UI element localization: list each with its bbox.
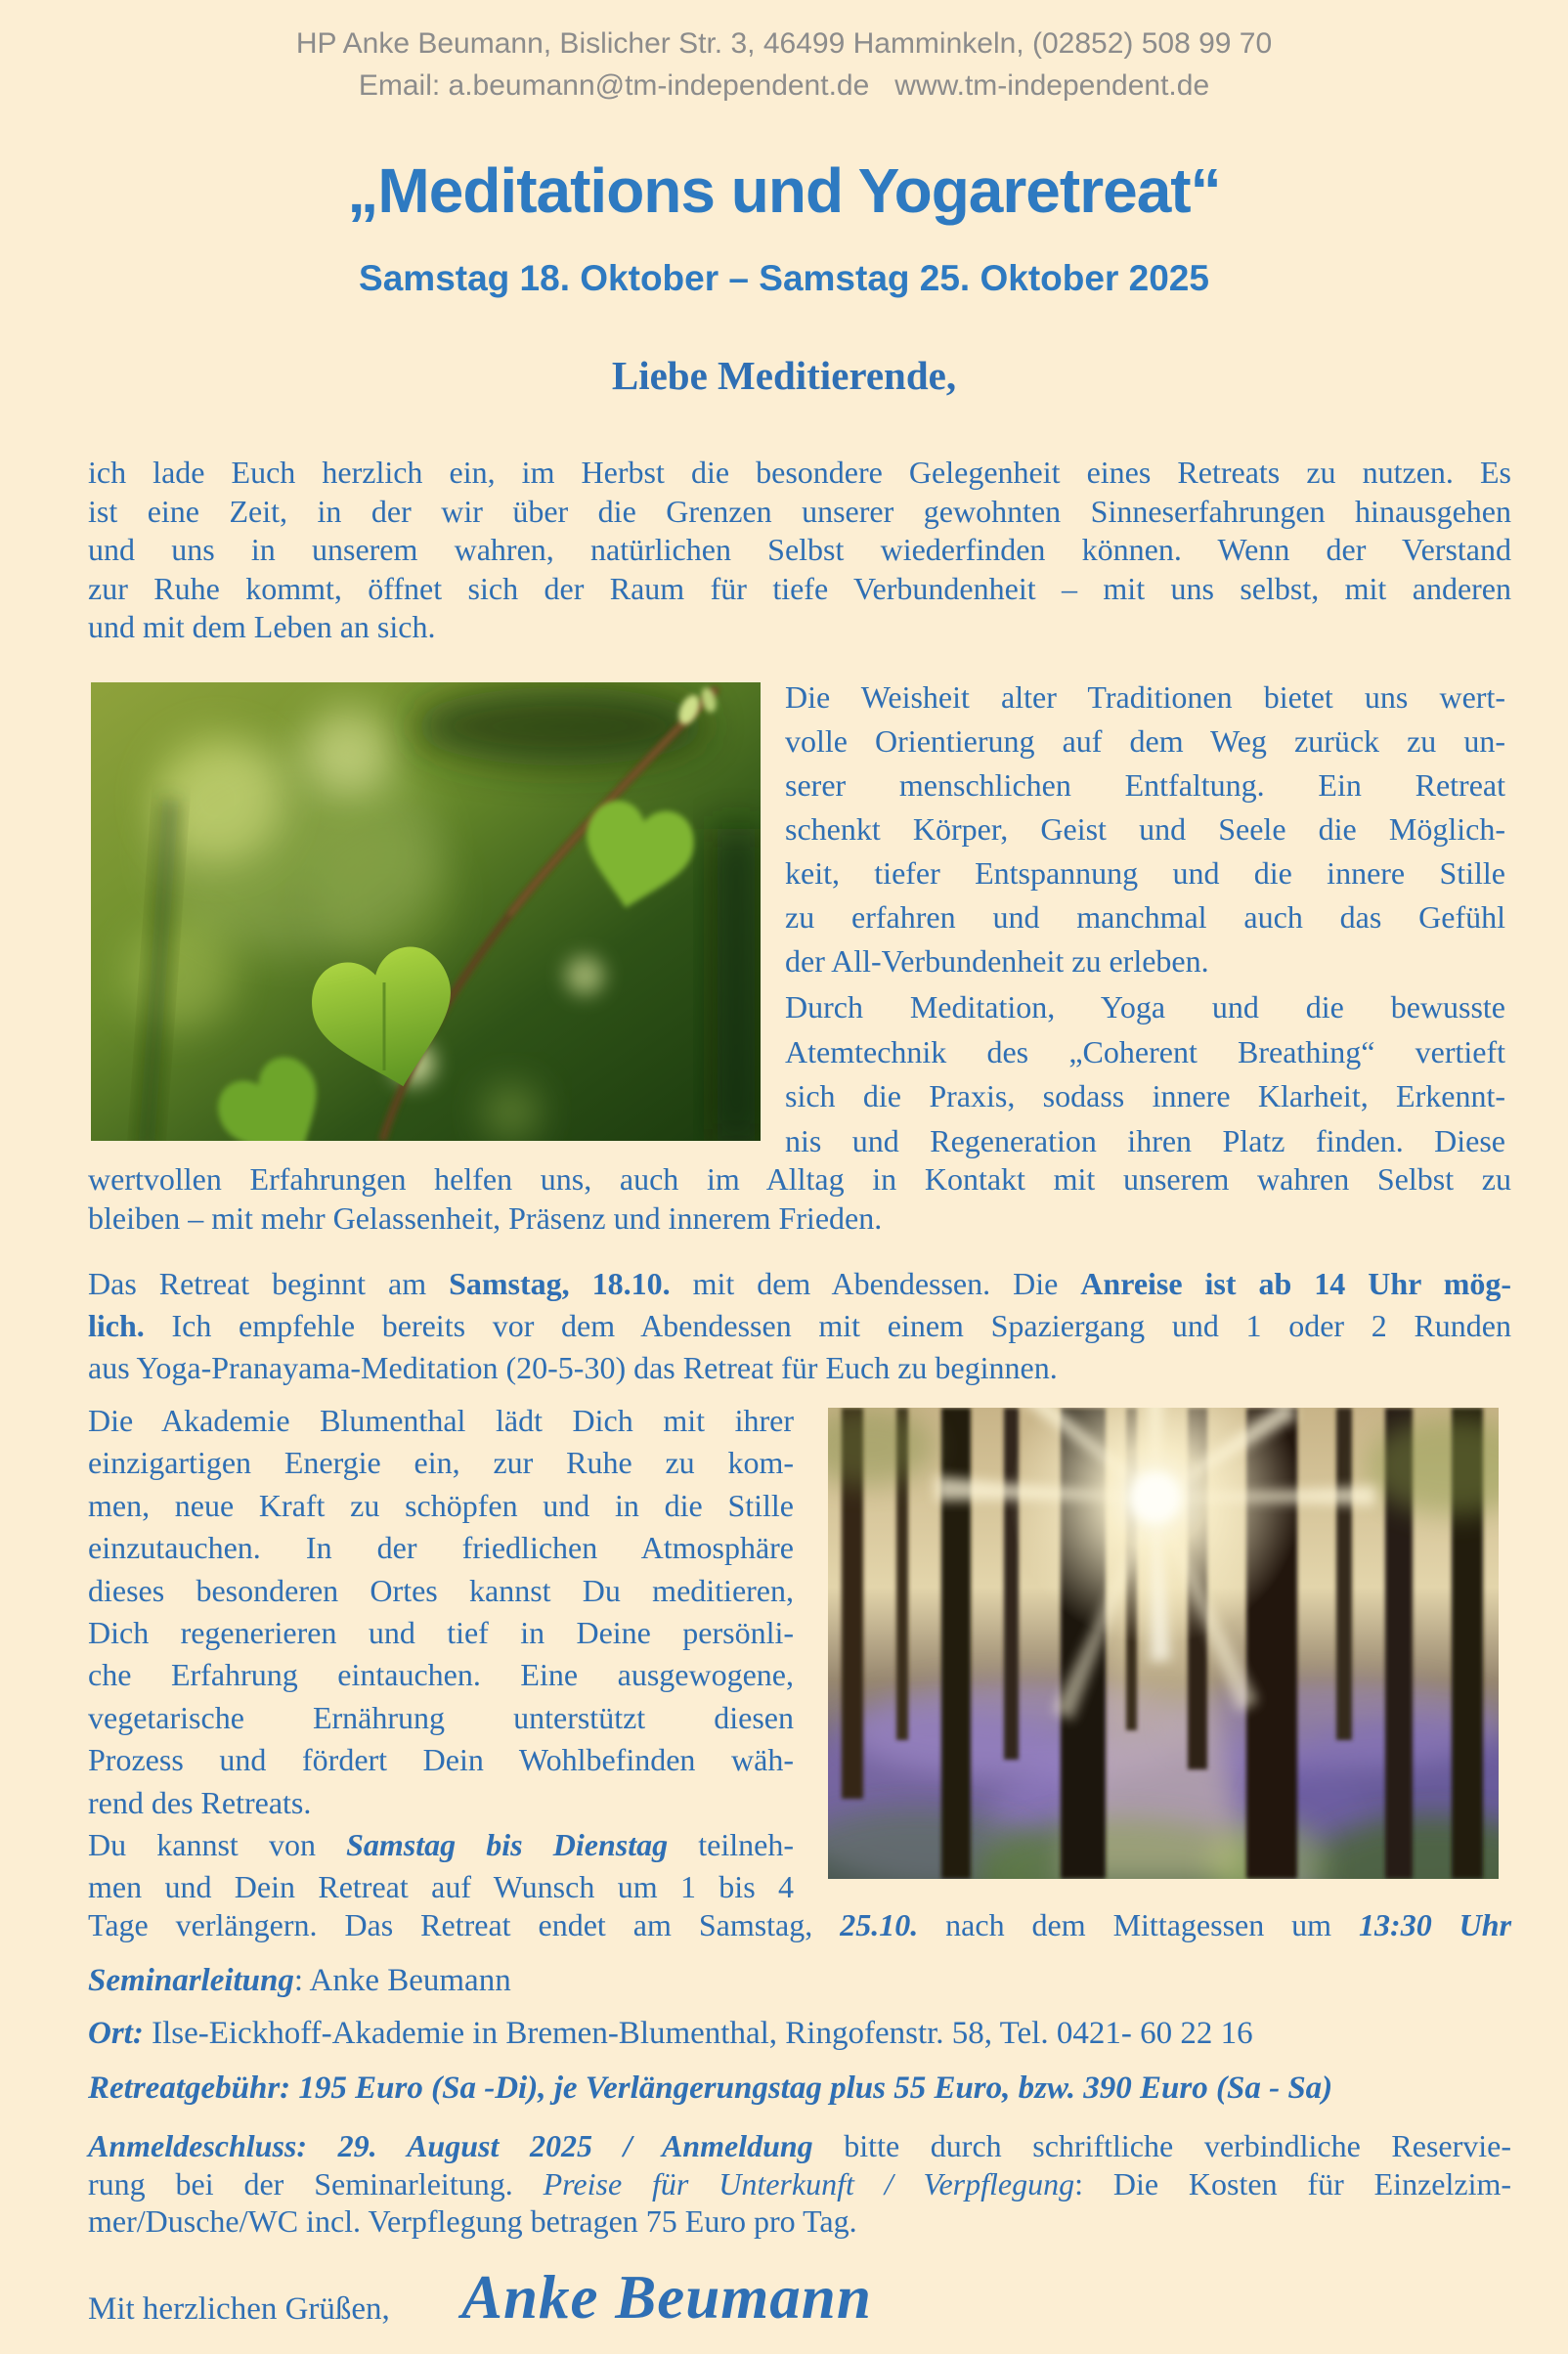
text-line: zu erfahren und manchmal auch das Gefühl bbox=[785, 899, 1505, 935]
text-line: volle Orientierung auf dem Weg zurück zu un- bbox=[785, 723, 1505, 759]
text-line: Die Akademie Blumenthal lädt Dich mit ihrer bbox=[88, 1403, 794, 1438]
text-line: Dich regenerieren und tief in Deine persönli- bbox=[88, 1615, 794, 1651]
text-line: und uns in unserem wahren, natürlichen Selbst wiederfinden können. Wenn der Verstand bbox=[88, 532, 1511, 567]
text-line: ist eine Zeit, in der wir über die Grenzen unserer gewohnten Sinneserfahrungen hinausgehen bbox=[88, 493, 1511, 529]
wisdom-paragraph bbox=[785, 676, 1505, 983]
text-line: Anmeldeschluss: 29. August 2025 / Anmeldung bitte durch schriftliche verbindliche Reservie- bbox=[88, 2128, 1512, 2163]
salutation: Liebe Meditierende, bbox=[611, 353, 957, 398]
text-line: Das Retreat beginnt am Samstag, 18.10. mit dem Abendessen. Die Anreise ist ab 14 Uhr mög- bbox=[88, 1266, 1512, 1301]
text-line: schenkt Körper, Geist und Seele die Möglich- bbox=[785, 811, 1505, 847]
text-line: keit, tiefer Entspannung und die innere Stille bbox=[785, 855, 1505, 891]
text-line: und mit dem Leben an sich. bbox=[88, 609, 436, 644]
text-line: zur Ruhe kommt, öffnet sich der Raum für tiefe Verbundenheit – mit uns selbst, mit anderen bbox=[88, 570, 1511, 606]
text-line: che Erfahrung eintauchen. Eine ausgewogene, bbox=[88, 1657, 794, 1693]
text-line: Durch Meditation, Yoga und die bewusste bbox=[785, 989, 1505, 1024]
retreat-end-line: Tage verlängern. Das Retreat endet am Samstag, 25.10. nach dem Mittagessen um 13:30 Uhr bbox=[88, 1907, 1512, 1942]
text-line: einzutauchen. In der friedlichen Atmosphäre bbox=[88, 1530, 794, 1566]
leaf-photo bbox=[91, 682, 761, 1141]
registration-paragraph bbox=[88, 2127, 1511, 2241]
text-line: bleiben – mit mehr Gelassenheit, Präsenz und innerem Frieden. bbox=[88, 1200, 883, 1236]
academy-paragraph bbox=[88, 1400, 794, 1909]
text-line: dieses besonderen Ortes kannst Du meditieren, bbox=[88, 1572, 794, 1608]
contact-links-line bbox=[0, 69, 1568, 103]
text-line: nis und Regeneration ihren Platz finden. Diese bbox=[785, 1122, 1505, 1158]
text-line: rung bei der Seminarleitung. Preise für Unterkunft / Verpflegung: Die Kosten für Einzelzim- bbox=[88, 2165, 1511, 2201]
practice-paragraph-full bbox=[88, 1159, 1511, 1238]
intro-paragraph bbox=[88, 454, 1511, 647]
text-line: lich. Ich empfehle bereits vor dem Abendessen mit einem Spaziergang und 1 oder 2 Runden bbox=[88, 1308, 1511, 1343]
text-line: ich lade Euch herzlich ein, im Herbst die besondere Gelegenheit eines Retreats zu nutzen. Es bbox=[88, 455, 1511, 490]
practice-paragraph-right bbox=[785, 985, 1505, 1163]
signature: Anke Beumann bbox=[461, 2263, 872, 2332]
text-line: der All-Verbundenheit zu erleben. bbox=[785, 943, 1209, 979]
website-text[interactable]: www.tm-independent.de bbox=[894, 69, 1210, 102]
text-line: men, neue Kraft zu schöpfen und in die Stille bbox=[88, 1487, 794, 1523]
retreat-start-paragraph bbox=[88, 1263, 1511, 1389]
fee-line: Retreatgebühr: 195 Euro (Sa -Di), je Verlängerungstag plus 55 Euro, bzw. 390 Euro (Sa - Sa) bbox=[88, 2071, 1333, 2106]
closing-greeting: Mit herzlichen Grüßen, bbox=[88, 2291, 390, 2327]
contact-address-line: HP Anke Beumann, Bislicher Str. 3, 46499 Hamminkeln, (02852) 508 99 70 bbox=[295, 27, 1273, 60]
page-title: „Meditations und Yogaretreat“ bbox=[347, 155, 1221, 226]
text-line: Du kannst von Samstag bis Dienstag teilneh- bbox=[88, 1827, 795, 1863]
text-line: mer/Dusche/WC incl. Verpflegung betragen 75 Euro pro Tag. bbox=[88, 2203, 857, 2240]
text-line: Prozess und fördert Dein Wohlbefinden wäh- bbox=[88, 1742, 794, 1778]
text-line: Die Weisheit alter Traditionen bietet uns wert- bbox=[785, 679, 1505, 715]
email-text[interactable]: Email: a.beumann@tm-independent.de bbox=[358, 69, 870, 102]
text-line: sich die Praxis, sodass innere Klarheit, Erkennt- bbox=[785, 1078, 1505, 1113]
text-line: Atemtechnik des „Coherent Breathing“ vertieft bbox=[785, 1033, 1505, 1069]
text-line: men und Dein Retreat auf Wunsch um 1 bis 4 bbox=[88, 1869, 794, 1905]
text-line: rend des Retreats. bbox=[88, 1784, 312, 1820]
text-line: serer menschlichen Entfaltung. Ein Retreat bbox=[785, 767, 1505, 803]
text-line: aus Yoga-Pranayama-Meditation (20-5-30) das Retreat für Euch zu beginnen. bbox=[88, 1350, 1058, 1385]
text-line: wertvollen Erfahrungen helfen uns, auch im Alltag in Kontakt mit unserem wahren Selbst zu bbox=[88, 1161, 1511, 1197]
location-line: Ort: Ilse-Eickhoff-Akademie in Bremen-Blumenthal, Ringofenstr. 58, Tel. 0421- 60 22 16 bbox=[88, 2016, 1253, 2051]
seminar-leader-line: Seminarleitung: Anke Beumann bbox=[88, 1963, 511, 1998]
text-line: vegetarische Ernährung unterstützt diesen bbox=[88, 1699, 794, 1735]
text-line: einzigartigen Energie ein, zur Ruhe zu kom- bbox=[88, 1445, 794, 1481]
date-range: Samstag 18. Oktober – Samstag 25. Oktober 2025 bbox=[359, 258, 1209, 298]
forest-photo bbox=[828, 1408, 1499, 1879]
